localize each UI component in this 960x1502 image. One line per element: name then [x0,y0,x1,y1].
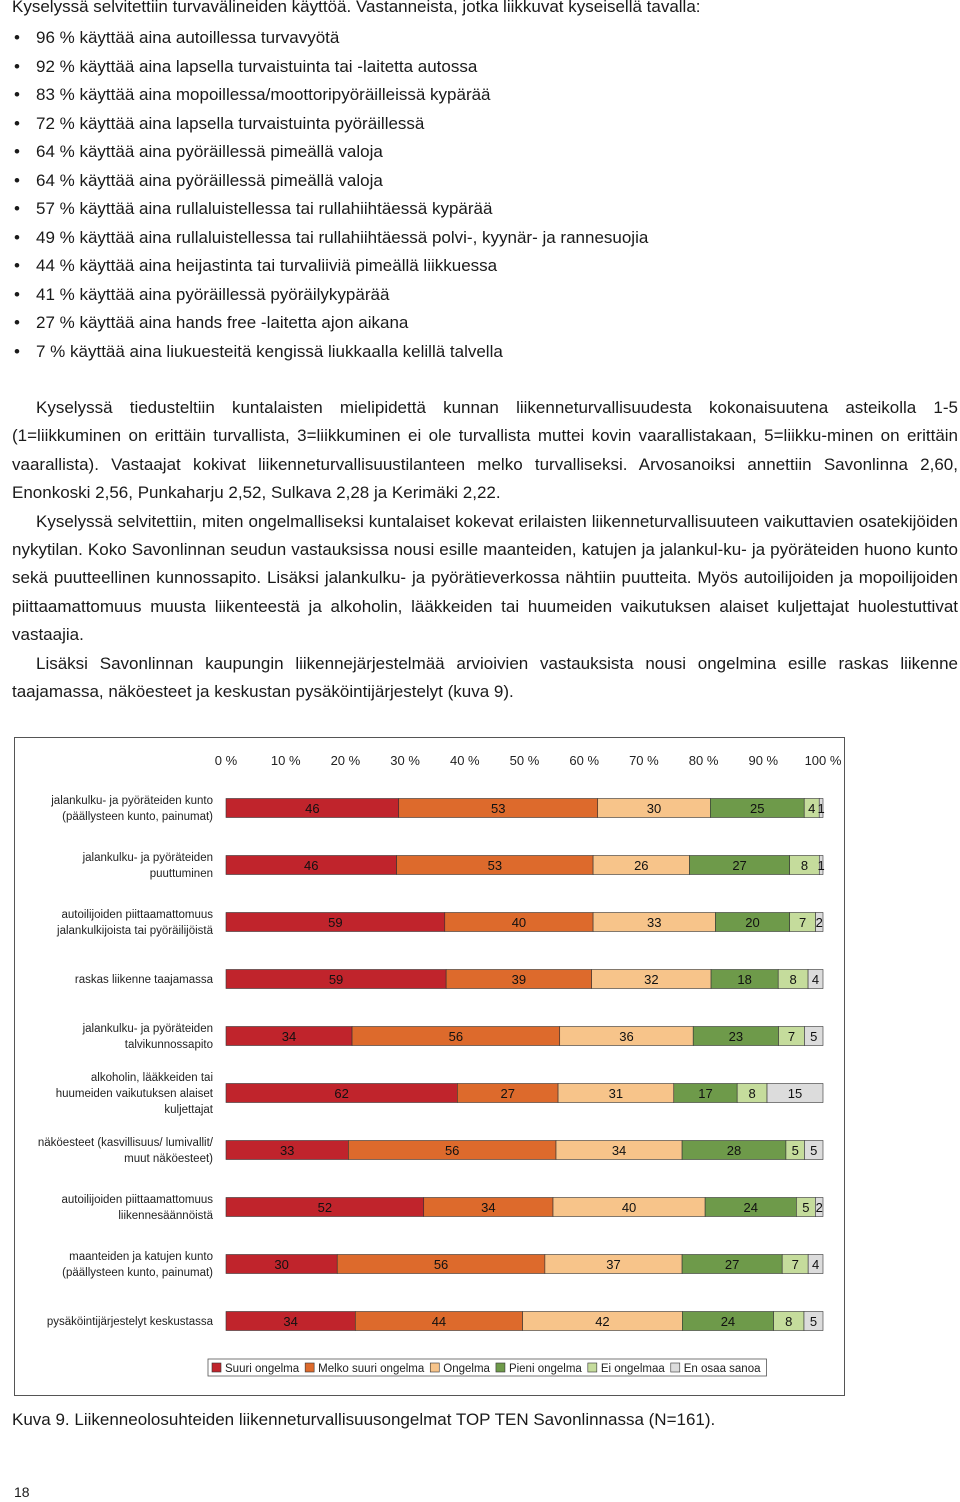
data-label: 4 [811,1257,820,1272]
legend-swatch [212,1363,221,1372]
list-item: • 72 % käyttää aina lapsella turvaistuinta pyöräillessä [14,110,648,139]
body-text [12,394,958,706]
data-label: 46 [304,858,319,873]
data-label: 34 [283,1314,298,1329]
x-tick-label: 70 % [629,753,659,768]
chart-frame [14,737,845,1396]
data-label: 1 [817,858,825,873]
data-label: 30 [646,801,662,816]
data-label: 26 [634,858,649,873]
data-label: 24 [743,1200,758,1215]
legend-swatch [430,1363,439,1372]
data-label: 32 [644,972,659,987]
list-item: • 7 % käyttää aina liukuesteitä kengissä liukkaalla kelillä talvella [14,338,648,367]
data-label: 27 [732,858,747,873]
data-label: 56 [444,1143,460,1158]
data-label: 34 [281,1029,297,1044]
list-item: • 64 % käyttää aina pyöräillessä pimeällä valoja [14,138,648,167]
category-label: muut näköesteet) [124,1153,213,1165]
data-label: 8 [785,1314,793,1329]
data-label: 52 [317,1200,333,1215]
category-label: pysäköintijärjestelyt keskustassa [46,1316,213,1328]
data-label: 34 [481,1200,496,1215]
legend-label: Ei ongelmaa [600,1363,665,1375]
legend-swatch [588,1363,597,1372]
data-label: 5 [810,1029,818,1044]
data-label: 5 [802,1200,810,1215]
safety-equipment-list [14,24,648,366]
data-label: 17 [698,1086,713,1101]
data-label: 28 [726,1143,742,1158]
data-label: 34 [611,1143,627,1158]
category-label: jalankulkijoista tai pyöräilijöistä [57,925,213,937]
list-item: • 27 % käyttää aina hands free -laitetta ajon aikana [14,309,648,338]
data-label: 53 [487,858,503,873]
category-label: alkoholin, lääkkeiden tai [90,1072,213,1084]
data-label: 39 [511,972,527,987]
legend-label: Pieni ongelma [508,1363,582,1375]
x-tick-label: 60 % [569,753,600,768]
category-label: huumeiden vaikutuksen alaiset [55,1088,213,1100]
x-tick-label: 50 % [509,753,540,768]
data-label: 53 [490,801,506,816]
legend-swatch [671,1363,680,1372]
data-label: 40 [621,1200,637,1215]
data-label: 59 [328,915,343,930]
category-label: (päällysteen kunto, painumat) [62,811,213,823]
legend-label: Suuri ongelma [225,1363,300,1375]
list-item: • 49 % käyttää aina rullaluistellessa tai rullahiihtäessä polvi-, kyynär- ja rannesuojia [14,224,648,253]
data-label: 62 [334,1086,349,1101]
category-label: jalankulku- ja pyöräteiden [82,1023,213,1035]
figure-caption: Kuva 9. Liikenneolosuhteiden liikenneturvallisuusongelmat TOP TEN Savonlinnassa (N=161). [12,1410,716,1429]
data-label: 5 [809,1314,818,1329]
data-label: 24 [720,1314,736,1329]
paragraph: Kyselyssä selvitettiin, miten ongelmalliseksi kuntalaiset kokevat erilaisten liikenneturvallisuuteen vaikuttavien osatekijöiden nykytilan. Koko Savonlinnan seudun vastauksissa nousi esille maanteiden, katujen ja jalankul-ku- ja pyöräteiden huono kunto sekä puutteellinen kunnossapito. Lisäksi jalankulku- ja pyörätieverkossa nähtiin puutteita. Myös autoilijoiden ja mopoilijoiden piittaamattomuus muusta liikenteestä ja alkoholin, lääkkeiden tai huumeiden vaikutuksen alaiset kuljettajat huolestuttivat vastaajia. [12,511,958,645]
data-label: 8 [789,972,797,987]
x-tick-label: 0 % [214,753,238,768]
list-item: • 64 % käyttää aina pyöräillessä pimeällä valoja [14,167,648,196]
stacked-bar-chart [15,738,844,1395]
data-label: 56 [448,1029,464,1044]
data-label: 2 [815,1200,823,1215]
list-item: • 57 % käyttää aina rullaluistellessa tai rullahiihtäessä kypärää [14,195,648,224]
data-label: 42 [595,1314,610,1329]
x-tick-label: 80 % [688,753,719,768]
data-label: 4 [811,972,820,987]
data-label: 37 [606,1257,621,1272]
x-tick-label: 30 % [390,753,420,768]
list-item: • 92 % käyttää aina lapsella turvaistuinta tai -laitetta autossa [14,53,648,82]
data-label: 18 [737,972,752,987]
legend-label: En osaa sanoa [683,1363,761,1375]
category-label: jalankulku- ja pyöräteiden kunto [51,795,213,807]
data-label: 4 [808,801,816,816]
data-label: 56 [433,1257,449,1272]
data-label: 7 [787,1029,796,1044]
paragraph: Kyselyssä tiedusteltiin kuntalaisten mielipidettä kunnan liikenneturvallisuudesta kokonaisuutena asteikolla 1-5 (1=liikkuminen on erittäin turvallista, 3=liikkuminen ei ole turvallista muttei kovin vaarallistakaan, 5=liikku-minen on erittäin vaarallista). Vastaajat kokivat liikenneturvallisuustilanteen melko turvalliseksi. Arvosanoiksi annettiin Savonlinna 2,60, Enonkoski 2,56, Punkaharju 2,52, Sulkava 2,28 ja Kerimäki 2,22. [12,398,958,503]
data-label: 5 [791,1143,799,1158]
x-tick-label: 100 % [804,753,842,768]
legend-swatch [496,1363,505,1372]
list-item: • 41 % käyttää aina pyöräillessä pyöräilykypärää [14,281,648,310]
page-number: 18 [14,1484,30,1500]
category-label: autoilijoiden piittaamattomuus [61,1194,213,1206]
data-label: 40 [511,915,527,930]
legend-swatch [305,1363,314,1372]
x-tick-label: 40 % [449,753,480,768]
x-tick-label: 10 % [270,753,301,768]
data-label: 7 [791,1257,799,1272]
data-label: 5 [810,1143,818,1158]
data-label: 46 [305,801,320,816]
data-label: 31 [608,1086,624,1101]
data-label: 59 [328,972,344,987]
data-label: 44 [431,1314,447,1329]
x-tick-label: 20 % [330,753,361,768]
data-label: 1 [817,801,825,816]
category-label: liikennesäännöistä [118,1210,213,1222]
category-label: (päällysteen kunto, painumat) [62,1267,213,1279]
data-label: 25 [750,801,765,816]
data-label: 36 [619,1029,634,1044]
data-label: 20 [745,915,760,930]
data-label: 33 [279,1143,295,1158]
list-item: • 96 % käyttää aina autoillessa turvavyötä [14,24,648,53]
paragraph: Lisäksi Savonlinnan kaupungin liikennejärjestelmää arvioivien vastauksista nousi ongelmina esille raskas liikenne taajamassa, näköesteet ja keskustan pysäköintijärjestelyt (kuva 9). [12,653,958,702]
legend-label: Ongelma [443,1363,490,1375]
data-label: 33 [647,915,662,930]
data-label: 27 [500,1086,515,1101]
category-label: maanteiden ja katujen kunto [69,1251,213,1263]
category-label: raskas liikenne taajamassa [74,974,213,986]
category-label: kuljettajat [164,1104,213,1116]
category-label: autoilijoiden piittaamattomuus [61,909,213,921]
intro-text: Kyselyssä selvitettiin turvavälineiden käyttöä. Vastanneista, jotka liikkuvat kyseisellä tavalla: [12,0,701,16]
data-label: 8 [800,858,809,873]
category-label: puuttuminen [149,868,213,880]
data-label: 7 [798,915,807,930]
data-label: 27 [724,1257,740,1272]
data-label: 30 [274,1257,289,1272]
data-label: 23 [728,1029,744,1044]
category-label: talvikunnossapito [124,1039,213,1051]
x-tick-label: 90 % [748,753,779,768]
list-item: • 44 % käyttää aina heijastinta tai turvaliiviä pimeällä liikkuessa [14,252,648,281]
legend-label: Melko suuri ongelma [318,1363,425,1375]
data-label: 2 [815,915,823,930]
data-label: 15 [787,1086,803,1101]
category-label: näköesteet (kasvillisuus/ lumivallit/ [37,1137,213,1149]
list-item: • 83 % käyttää aina mopoillessa/moottoripyöräilleissä kypärää [14,81,648,110]
category-label: jalankulku- ja pyöräteiden [82,852,213,864]
data-label: 8 [748,1086,756,1101]
